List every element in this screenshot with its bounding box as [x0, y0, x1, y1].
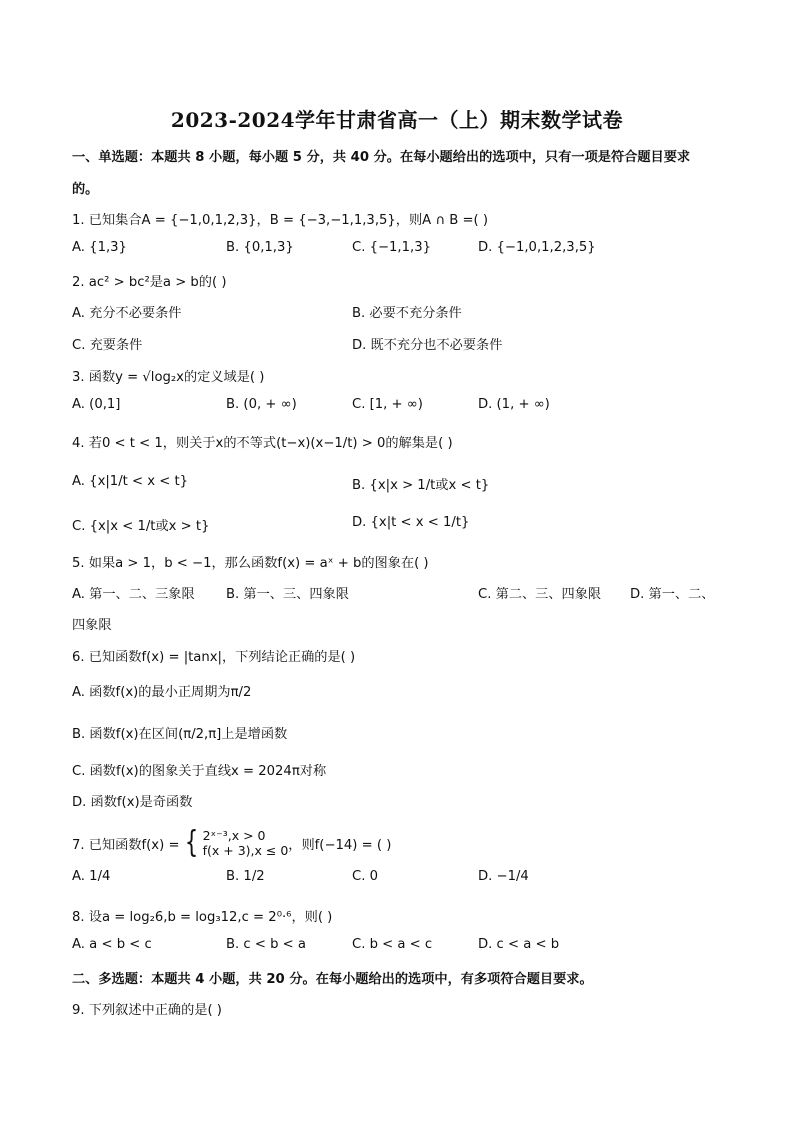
question-4-option-d: D. {x|t < x < 1/t}: [352, 515, 470, 530]
question-7-stem-suffix: ，则f(−14) = ( ): [288, 837, 392, 853]
question-2-option-c: C. 充要条件: [72, 338, 143, 353]
question-4-option-a: A. {x|1/t < x < t}: [72, 474, 189, 489]
question-7-option-a: A. 1/4: [72, 869, 111, 884]
question-3-option-d: D. (1, + ∞): [478, 397, 550, 412]
question-2-stem: 2. ac² > bc²是a > b的( ): [72, 275, 227, 290]
question-2-option-d: D. 既不充分也不必要条件: [352, 338, 503, 353]
piecewise-brace: {: [184, 825, 198, 860]
question-8-option-a: A. a < b < c: [72, 937, 152, 952]
question-3-stem: 3. 函数y = √log₂x的定义域是( ): [72, 370, 265, 385]
question-9-stem: 9. 下列叙述中正确的是( ): [72, 1003, 222, 1018]
question-4-option-c: C. {x|x < 1/t或x > t}: [72, 519, 210, 534]
question-6-option-d: D. 函数f(x)是奇函数: [72, 795, 193, 810]
question-5-option-c: C. 第二、三、四象限: [478, 587, 602, 602]
question-6-option-c: C. 函数f(x)的图象关于直线x = 2024π对称: [72, 764, 327, 779]
question-7-stem: [72, 825, 392, 860]
question-4-option-b: B. {x|x > 1/t或x < t}: [352, 478, 490, 493]
question-7-option-c: C. 0: [352, 869, 378, 884]
question-3-option-b: B. (0, + ∞): [226, 397, 297, 412]
question-1-option-b: B. {0,1,3}: [226, 240, 294, 255]
section-1-heading: 一、单选题：本题共 8 小题，每小题 5 分，共 40 分。在每小题给出的选项中，只有一项是符合题目要求: [72, 150, 691, 165]
question-1-option-c: C. {−1,1,3}: [352, 240, 431, 255]
question-2-option-a: A. 充分不必要条件: [72, 306, 182, 321]
piecewise-cases: [203, 828, 289, 858]
question-5-stem: 5. 如果a > 1，b < −1，那么函数f(x) = aˣ + b的图象在( ): [72, 556, 429, 571]
question-8-stem: 8. 设a = log₂6,b = log₃12,c = 2⁰·⁶，则( ): [72, 910, 333, 925]
question-1-stem: 1. 已知集合A = {−1,0,1,2,3}，B = {−3,−1,1,3,5}，则A ∩ B =( ): [72, 213, 488, 228]
question-1-option-d: D. {−1,0,1,2,3,5}: [478, 240, 596, 255]
section-2-heading: 二、多选题：本题共 4 小题，共 20 分。在每小题给出的选项中，有多项符合题目要求。: [72, 972, 593, 987]
question-8-option-d: D. c < a < b: [478, 937, 560, 952]
question-5-option-a: A. 第一、二、三象限: [72, 587, 195, 602]
question-4-stem: 4. 若0 < t < 1，则关于x的不等式(t−x)(x−1/t) > 0的解集是( ): [72, 436, 453, 451]
question-6-option-a: A. 函数f(x)的最小正周期为π/2: [72, 685, 252, 700]
question-5-option-d-wrap: 四象限: [72, 618, 112, 633]
question-7-option-d: D. −1/4: [478, 869, 529, 884]
question-8-option-c: C. b < a < c: [352, 937, 433, 952]
piecewise-case-1: 2ˣ⁻³,x > 0: [202, 828, 266, 843]
section-1-heading-cont: 的。: [72, 182, 99, 197]
question-6-option-b: B. 函数f(x)在区间(π/2,π]上是增函数: [72, 727, 288, 742]
question-2-option-b: B. 必要不充分条件: [352, 306, 462, 321]
question-5-option-d: D. 第一、二、: [630, 587, 715, 602]
page-title: 2023-2024学年甘肃省高一（上）期末数学试卷: [170, 108, 624, 132]
question-6-stem: 6. 已知函数f(x) = |tanx|，下列结论正确的是( ): [72, 650, 356, 665]
question-3-option-a: A. (0,1]: [72, 397, 121, 412]
question-3-option-c: C. [1, + ∞): [352, 397, 423, 412]
question-7-stem-prefix: 7. 已知函数f(x) =: [72, 837, 180, 853]
piecewise-case-2: f(x + 3),x ≤ 0: [202, 843, 289, 858]
question-1-option-a: A. {1,3}: [72, 240, 127, 255]
question-7-option-b: B. 1/2: [226, 869, 265, 884]
question-8-option-b: B. c < b < a: [226, 937, 307, 952]
question-5-option-b: B. 第一、三、四象限: [226, 587, 349, 602]
